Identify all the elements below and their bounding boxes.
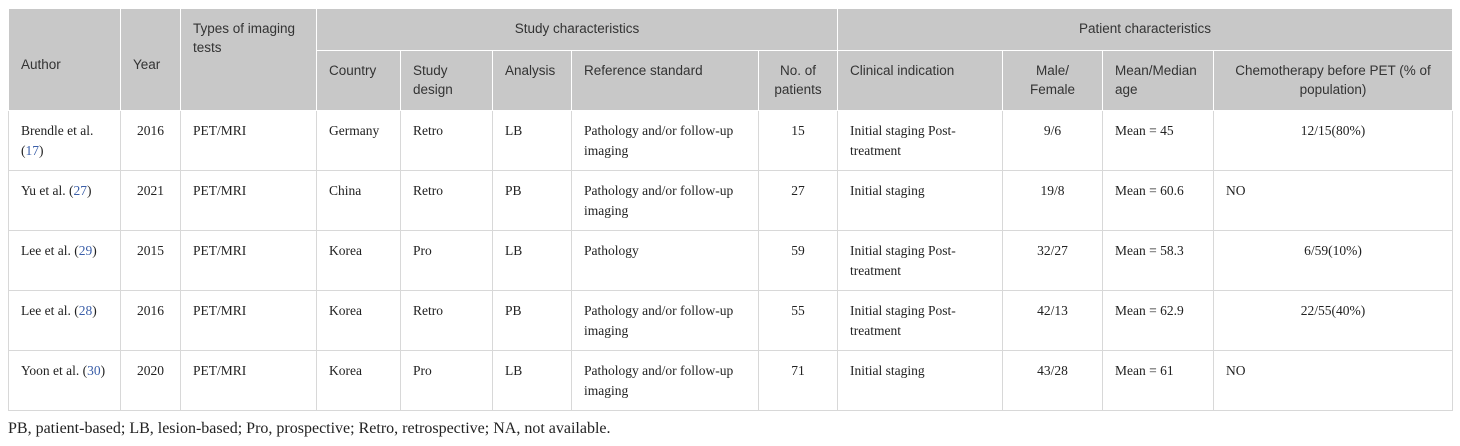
header-imaging-tests: Types of imaging tests [181,9,317,111]
cell-design: Retro [401,171,493,231]
citation-link[interactable]: 27 [73,183,87,198]
cell-sex: 9/6 [1003,111,1103,171]
table-body [9,111,1453,411]
cell-reference: Pathology and/or follow-up imaging [572,351,759,411]
author-name: Lee et al. ( [21,303,79,318]
cell-country: Germany [317,111,401,171]
header-country: Country [317,51,401,111]
cell-author [9,111,121,171]
cell-design: Pro [401,351,493,411]
cell-sex: 19/8 [1003,171,1103,231]
cell-patients: 15 [759,111,838,171]
citation-close: ) [86,183,92,198]
cell-imaging: PET/MRI [181,351,317,411]
cell-imaging: PET/MRI [181,231,317,291]
citation-close: ) [39,143,44,158]
cell-analysis: PB [493,291,572,351]
cell-imaging: PET/MRI [181,111,317,171]
cell-chemo: NO [1214,351,1453,411]
cell-age: Mean = 60.6 [1103,171,1214,231]
cell-chemo: NO [1214,171,1453,231]
author-name: Yu et al. ( [21,183,74,198]
cell-country: Korea [317,231,401,291]
cell-sex: 43/28 [1003,351,1103,411]
cell-patients: 27 [759,171,838,231]
cell-age: Mean = 45 [1103,111,1214,171]
cell-analysis: LB [493,231,572,291]
cell-indication: Initial staging Post-treatment [838,111,1003,171]
table-row [9,171,1453,231]
study-characteristics-table [8,8,1453,411]
cell-year: 2015 [121,231,181,291]
cell-imaging: PET/MRI [181,291,317,351]
header-reference-standard: Reference standard [572,51,759,111]
cell-year: 2016 [121,291,181,351]
header-analysis: Analysis [493,51,572,111]
header-chemotherapy: Chemotherapy before PET (% of population) [1214,51,1453,111]
header-male-female: Male/ Female [1003,51,1103,111]
cell-indication: Initial staging [838,171,1003,231]
header-no-of-patients: No. of patients [759,51,838,111]
cell-age: Mean = 58.3 [1103,231,1214,291]
cell-analysis: PB [493,171,572,231]
cell-country: Korea [317,291,401,351]
cell-patients: 55 [759,291,838,351]
header-clinical-indication: Clinical indication [838,51,1003,111]
header-mean-median-age: Mean/Median age [1103,51,1214,111]
cell-design: Retro [401,291,493,351]
cell-chemo: 6/59(10%) [1214,231,1453,291]
cell-imaging: PET/MRI [181,171,317,231]
cell-year: 2016 [121,111,181,171]
cell-indication: Initial staging [838,351,1003,411]
author-name: Brendle et al. ( [21,123,94,158]
cell-indication: Initial staging Post-treatment [838,231,1003,291]
cell-design: Retro [401,111,493,171]
author-name: Lee et al. ( [21,243,79,258]
cell-design: Pro [401,231,493,291]
cell-analysis: LB [493,111,572,171]
header-author: Author [9,9,121,111]
header-study-characteristics: Study characteristics [317,9,838,51]
cell-indication: Initial staging Post-treatment [838,291,1003,351]
table-row [9,351,1453,411]
citation-link[interactable]: 29 [78,243,93,258]
table-row [9,231,1453,291]
cell-reference: Pathology [572,231,759,291]
citation-link[interactable]: 17 [25,143,39,158]
study-table-container [8,8,1452,411]
table-footnote: PB, patient-based; LB, lesion-based; Pro, prospective; Retro, retrospective; NA, not available. [8,420,611,437]
cell-age: Mean = 61 [1103,351,1214,411]
cell-reference: Pathology and/or follow-up imaging [572,111,759,171]
table-header [9,9,1453,111]
cell-sex: 32/27 [1003,231,1103,291]
cell-patients: 71 [759,351,838,411]
citation-close: ) [100,363,106,378]
cell-patients: 59 [759,231,838,291]
table-row [9,291,1453,351]
header-patient-characteristics: Patient characteristics [838,9,1453,51]
cell-author [9,291,121,351]
cell-year: 2020 [121,351,181,411]
cell-country: China [317,171,401,231]
citation-close: ) [92,243,97,258]
table-row [9,111,1453,171]
cell-author [9,171,121,231]
cell-country: Korea [317,351,401,411]
cell-analysis: LB [493,351,572,411]
citation-link[interactable]: 28 [78,303,93,318]
citation-link[interactable]: 30 [87,363,101,378]
header-study-design: Study design [401,51,493,111]
header-year: Year [121,9,181,111]
citation-close: ) [92,303,97,318]
author-name: Yoon et al. ( [21,363,88,378]
cell-chemo: 12/15(80%) [1214,111,1453,171]
cell-sex: 42/13 [1003,291,1103,351]
cell-author [9,231,121,291]
cell-year: 2021 [121,171,181,231]
cell-reference: Pathology and/or follow-up imaging [572,291,759,351]
cell-chemo: 22/55(40%) [1214,291,1453,351]
cell-author [9,351,121,411]
cell-reference: Pathology and/or follow-up imaging [572,171,759,231]
cell-age: Mean = 62.9 [1103,291,1214,351]
